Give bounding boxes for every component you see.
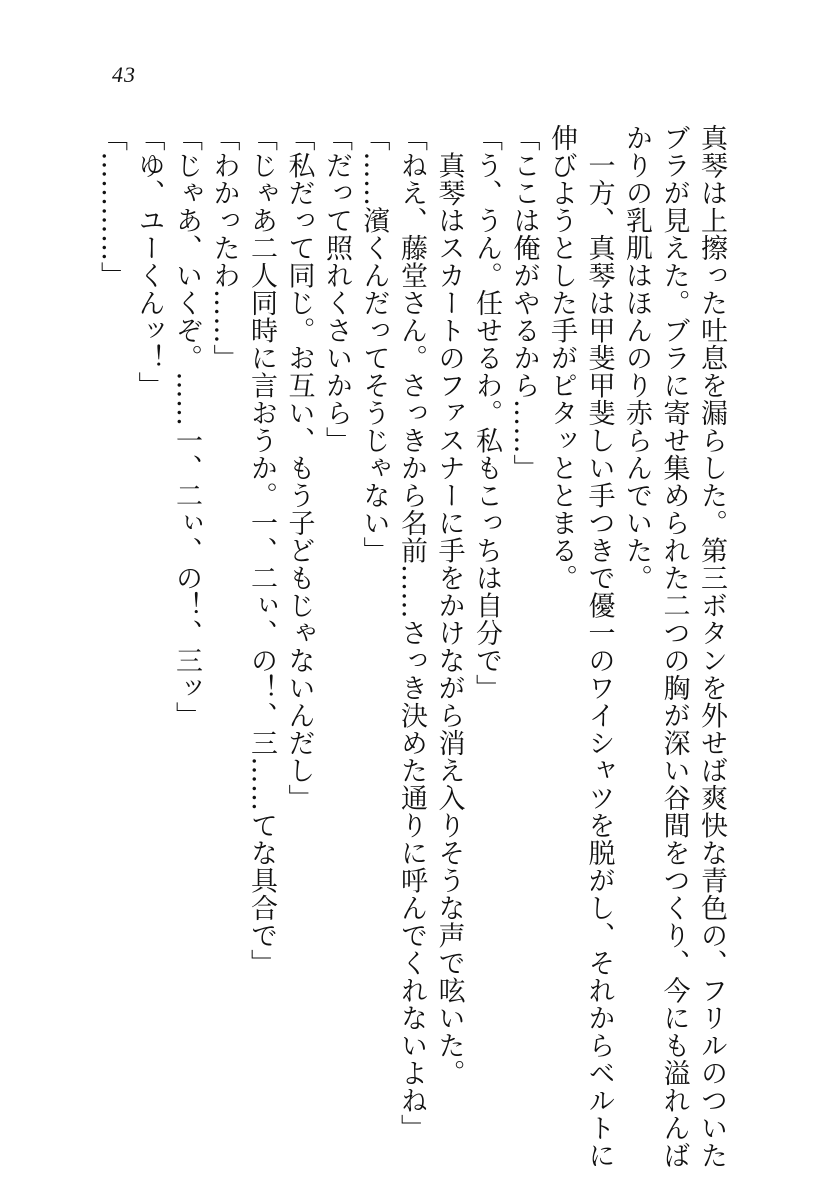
- dialogue-line: 「わかったわ……」: [208, 124, 240, 372]
- text-line: かりの乳肌はほんのり赤らんでいた。: [621, 124, 652, 592]
- page-number: 43: [112, 62, 136, 87]
- text-line: ブラが見えた。ブラに寄せ集められた二つの胸が深い谷間をつくり、今にも溢れんば: [658, 124, 690, 1169]
- text-line: 伸びようとした手がピタッととまる。: [546, 124, 577, 592]
- dialogue-line: 「だって照れくさいから」: [321, 124, 352, 454]
- text-line: 一方、真琴は甲斐甲斐しい手つきで優一のワイシャツを脱がし、それからベルトに: [583, 124, 615, 1169]
- dialogue-line: 「……濱くんだってそうじゃない」: [358, 124, 390, 564]
- dialogue-line: 「ここは俺がやるから……」: [508, 124, 540, 482]
- dialogue-line: 「私だって同じ。お互い、もう子どもじゃないんだし」: [283, 124, 315, 812]
- dialogue-line: 「じゃあ、いくぞ。……一、二ぃ、の！、三ッ」: [171, 124, 202, 729]
- dialogue-line: 「じゃあ二人同時に言おうか。一、二ぃ、の！、三……てな具合で」: [246, 124, 277, 977]
- text-line: 真琴は上擦った吐息を漏らした。第三ボタンを外せば爽快な青色の、フリルのついた: [696, 124, 727, 1169]
- dialogue-line: 「ねえ、藤堂さん。さっきから名前……さっき決めた通りに呼んでくれないよね」: [396, 124, 427, 1142]
- dialogue-line: 「ゆ、ユーくんッ！」: [133, 124, 165, 399]
- dialogue-line: 「…………」: [96, 124, 127, 289]
- dialogue-line: 「う、うん。任せるわ。私もこっちは自分で」: [471, 124, 502, 702]
- body-text: [93, 124, 731, 1169]
- text-line: 真琴はスカートのファスナーに手をかけながら消え入りそうな声で呟いた。: [433, 124, 465, 1087]
